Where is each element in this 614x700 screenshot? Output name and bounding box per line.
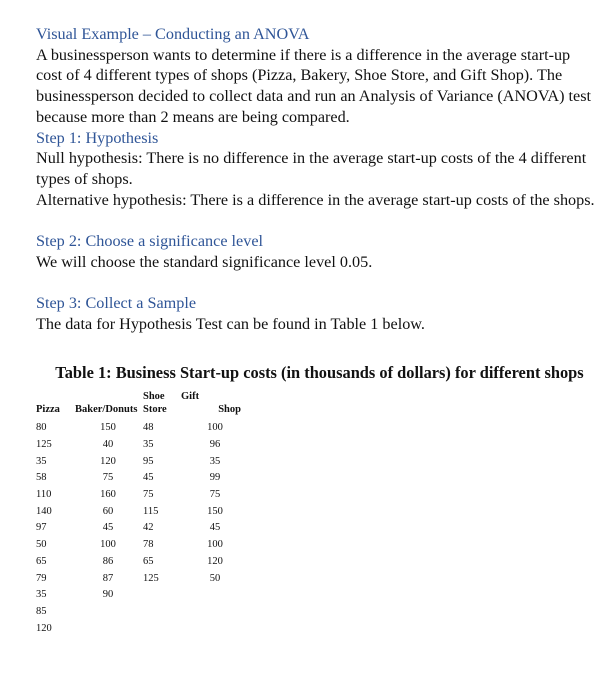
table-row bbox=[36, 470, 249, 487]
table-cell: 65 bbox=[36, 555, 47, 567]
step3-text: The data for Hypothesis Test can be found in Table 1 below. bbox=[36, 314, 425, 333]
table-row bbox=[36, 487, 249, 504]
table-cell bbox=[75, 621, 141, 638]
step2-text: We will choose the standard significance level 0.05. bbox=[36, 252, 373, 271]
table-row bbox=[36, 571, 249, 588]
table-cell: 78 bbox=[143, 539, 154, 551]
table-cell: 125 bbox=[143, 572, 159, 584]
table-cell: 95 bbox=[143, 455, 154, 467]
table-row bbox=[36, 520, 249, 537]
table-cell: 90 bbox=[102, 589, 114, 601]
visual-example-heading: Visual Example – Conducting an ANOVA bbox=[36, 25, 310, 43]
table-cell: 140 bbox=[36, 505, 52, 517]
table-header-row bbox=[36, 390, 249, 416]
table-cell: 65 bbox=[143, 555, 154, 567]
data-table bbox=[36, 390, 249, 637]
spacer bbox=[36, 210, 596, 231]
table-row bbox=[36, 604, 249, 621]
table-cell: 160 bbox=[100, 489, 116, 501]
table-cell: 97 bbox=[36, 522, 47, 534]
table-cell: 42 bbox=[143, 522, 154, 534]
table-cell bbox=[181, 621, 249, 638]
table-cell: 75 bbox=[102, 472, 114, 484]
table-caption: Table 1: Business Start-up costs (in thousands of dollars) for different shops bbox=[55, 362, 584, 382]
table-cell: 110 bbox=[36, 489, 52, 501]
table-row bbox=[36, 554, 249, 571]
table-cell: 99 bbox=[209, 472, 221, 484]
table-body bbox=[36, 420, 249, 637]
spacer bbox=[36, 272, 596, 293]
header-shoe-store: Shoe Store bbox=[143, 391, 167, 416]
table-cell: 115 bbox=[143, 505, 159, 517]
table-cell: 58 bbox=[36, 472, 47, 484]
table-cell: 100 bbox=[207, 422, 223, 434]
header-gift-shop bbox=[181, 390, 249, 416]
table-cell: 120 bbox=[207, 555, 223, 567]
table-cell: 86 bbox=[102, 555, 114, 567]
table-cell: 35 bbox=[36, 455, 47, 467]
header-pizza: Pizza bbox=[36, 404, 60, 416]
table-cell: 125 bbox=[36, 438, 52, 450]
table-cell: 150 bbox=[100, 422, 116, 434]
table-cell bbox=[181, 587, 249, 604]
table-cell: 35 bbox=[143, 438, 154, 450]
table-cell: 45 bbox=[143, 472, 154, 484]
table-cell bbox=[141, 587, 181, 604]
intro-paragraph: A businessperson wants to determine if there is a difference in the average start-up cost of 4 different types of shops (Pizza, Bakery, Shoe Store, and Gift Shop). The businessperson decided to collect data and run an Analysis of Variance (ANOVA) test because more than 2 means are being compared. bbox=[36, 45, 592, 126]
table-cell: 120 bbox=[100, 455, 116, 467]
table-cell bbox=[141, 604, 181, 621]
header-shop: Shop bbox=[218, 404, 241, 416]
table-cell: 35 bbox=[36, 589, 47, 601]
null-hypothesis: Null hypothesis: There is no difference in the average start-up costs of the 4 different types of shops. bbox=[36, 149, 587, 188]
table-cell: 80 bbox=[36, 422, 47, 434]
table-row bbox=[36, 420, 249, 437]
table-cell: 120 bbox=[36, 622, 52, 634]
table-cell: 45 bbox=[209, 522, 221, 534]
table-cell: 35 bbox=[209, 455, 221, 467]
table-row bbox=[36, 621, 249, 638]
table-cell: 100 bbox=[207, 539, 223, 551]
table-cell: 85 bbox=[36, 605, 47, 617]
table-cell: 60 bbox=[102, 505, 114, 517]
table-cell: 40 bbox=[102, 438, 114, 450]
table-cell: 100 bbox=[100, 539, 116, 551]
header-gift: Gift bbox=[181, 391, 200, 403]
table-cell: 96 bbox=[209, 438, 221, 450]
table-cell: 45 bbox=[102, 522, 114, 534]
table-row bbox=[36, 437, 249, 454]
step3-heading: Step 3: Collect a Sample bbox=[36, 294, 197, 313]
table-cell bbox=[141, 621, 181, 638]
table-cell: 50 bbox=[36, 539, 47, 551]
table-row bbox=[36, 587, 249, 604]
table-cell: 75 bbox=[209, 489, 221, 501]
alternative-hypothesis: Alternative hypothesis: There is a difference in the average start-up costs of the shops. bbox=[36, 190, 595, 209]
table-cell: 79 bbox=[36, 572, 47, 584]
step2-heading: Step 2: Choose a significance level bbox=[36, 232, 264, 251]
step1-heading: Step 1: Hypothesis bbox=[36, 128, 159, 147]
table-cell: 75 bbox=[143, 489, 154, 501]
table-cell: 87 bbox=[102, 572, 114, 584]
header-baker-donuts: Baker/Donuts bbox=[75, 404, 138, 416]
table-row bbox=[36, 504, 249, 521]
table-cell bbox=[75, 604, 141, 621]
table-cell bbox=[181, 604, 249, 621]
table-row bbox=[36, 537, 249, 554]
document bbox=[36, 24, 596, 637]
table-cell: 48 bbox=[143, 422, 154, 434]
table-row bbox=[36, 454, 249, 471]
table-cell: 50 bbox=[209, 572, 221, 584]
table-cell: 150 bbox=[207, 505, 223, 517]
